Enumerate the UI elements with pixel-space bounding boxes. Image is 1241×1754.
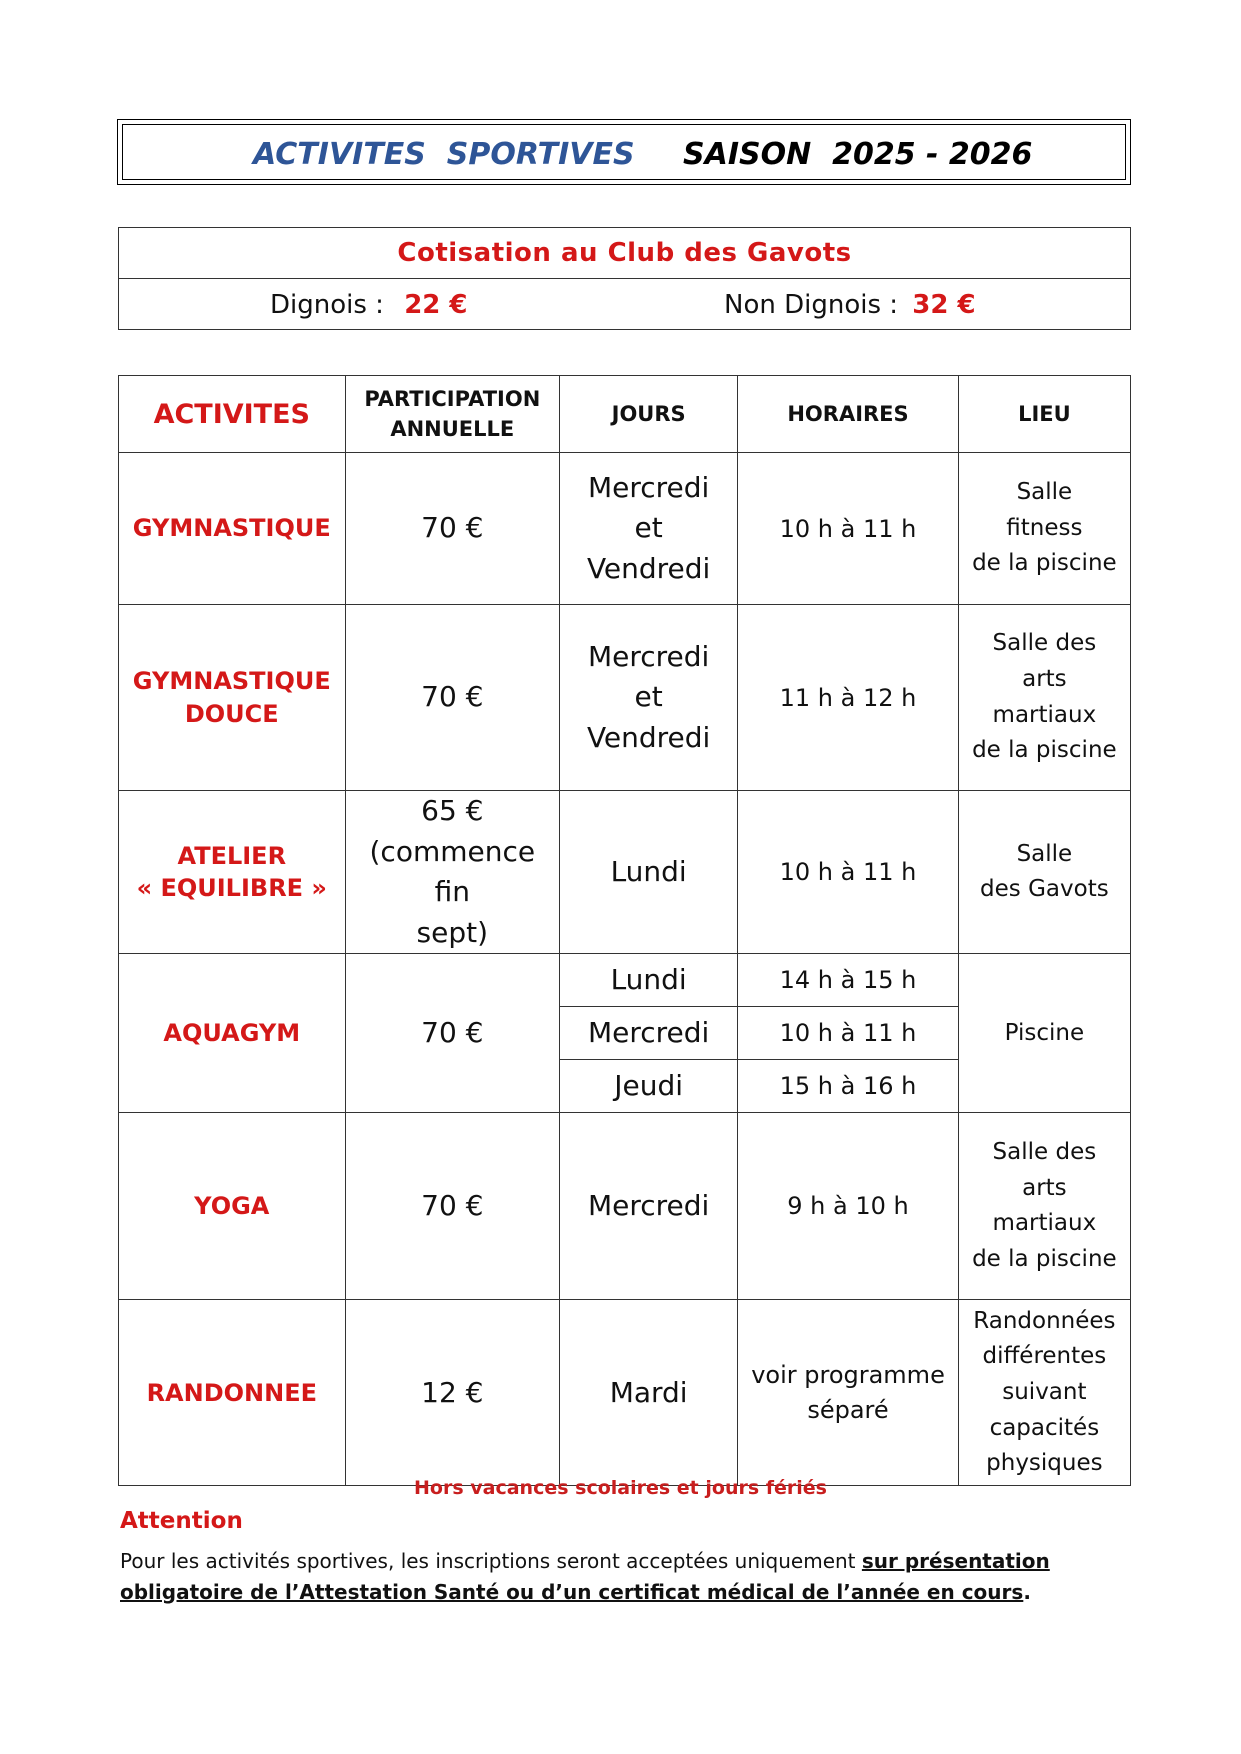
price-value: 70 €: [421, 1189, 484, 1223]
days-cell: [560, 1300, 738, 1486]
table-row: [119, 605, 1131, 791]
place-cell: [958, 954, 1130, 1113]
price-value: 70 €: [421, 511, 484, 545]
days-cell: Jeudi: [560, 1060, 738, 1113]
title-banner-inner: [122, 124, 1126, 180]
activity-name-line2: DOUCE: [184, 699, 279, 728]
place-line: Salle des: [992, 1139, 1097, 1166]
price-note: sept): [416, 915, 489, 949]
day-line: Vendredi: [586, 720, 711, 754]
place-line: arts: [1022, 1174, 1067, 1201]
days-cell: Lundi: [560, 954, 738, 1007]
non-dignois-price-group: [724, 290, 976, 320]
dignois-price: 22 €: [404, 290, 468, 320]
price-cell: [345, 605, 559, 791]
place-line: martiaux: [992, 1210, 1097, 1237]
activity-cell: [119, 791, 346, 954]
activity-cell: [119, 1113, 346, 1300]
place-line: suivant: [1002, 1379, 1087, 1406]
place-line: Salle des: [992, 630, 1097, 657]
price-value: 70 €: [421, 1016, 484, 1050]
activity-name: GYMNASTIQUE: [132, 667, 331, 696]
place-line: Randonnées: [973, 1307, 1116, 1334]
place-cell: [958, 791, 1130, 954]
place-line: de la piscine: [972, 1246, 1117, 1273]
price-cell: [345, 954, 559, 1113]
holiday-notice: Hors vacances scolaires et jours fériés: [414, 1477, 827, 1499]
place-line: physiques: [986, 1450, 1103, 1477]
header-participation-label: PARTICIPATION ANNUELLE: [364, 386, 541, 441]
table-row: [119, 954, 1131, 1007]
cotisation-title: Cotisation au Club des Gavots: [119, 228, 1131, 279]
day-line: Mardi: [609, 1375, 688, 1409]
day-line: Mercredi: [587, 639, 710, 673]
non-dignois-price: 32 €: [912, 290, 976, 320]
place-cell: [958, 1113, 1130, 1300]
days-cell: [560, 605, 738, 791]
place-line: Salle: [1016, 840, 1073, 867]
place-line: de la piscine: [972, 737, 1117, 764]
activity-cell: [119, 1300, 346, 1486]
place-line: capacités: [989, 1414, 1100, 1441]
activities-title: ACTIVITES SPORTIVES: [253, 137, 635, 172]
table-row: [119, 1300, 1131, 1486]
hours-cell: 10 h à 11 h: [738, 1007, 959, 1060]
hours-cell: 9 h à 10 h: [738, 1113, 959, 1300]
place-line: arts: [1022, 665, 1067, 692]
activities-table: [118, 375, 1131, 1486]
place-line: Piscine: [1004, 1019, 1085, 1046]
hours-cell: 10 h à 11 h: [738, 453, 959, 605]
days-cell: Mercredi: [560, 1007, 738, 1060]
activity-cell: [119, 453, 346, 605]
header-lieu: LIEU: [958, 376, 1130, 453]
place-cell: [958, 453, 1130, 605]
header-participation: [345, 376, 559, 453]
price-value: 70 €: [421, 680, 484, 714]
attention-heading: Attention: [120, 1508, 243, 1534]
season-title: SAISON 2025 - 2026: [683, 137, 1033, 172]
day-line: Vendredi: [586, 551, 711, 585]
day-line: Mercredi: [587, 1189, 710, 1223]
hours-line: voir programme: [751, 1361, 945, 1390]
day-line: Lundi: [610, 854, 687, 888]
days-cell: [560, 1113, 738, 1300]
activity-name: AQUAGYM: [163, 1019, 301, 1048]
activity-name: ATELIER: [177, 841, 287, 870]
header-jours: JOURS: [560, 376, 738, 453]
cotisation-table: [118, 227, 1131, 330]
hours-cell: 10 h à 11 h: [738, 791, 959, 954]
hours-cell: 11 h à 12 h: [738, 605, 959, 791]
registration-note-period: .: [1023, 1580, 1031, 1604]
activity-name: RANDONNEE: [146, 1378, 317, 1407]
price-note: (commence fin: [369, 834, 536, 909]
place-line: de la piscine: [972, 550, 1117, 577]
price-cell: [345, 1300, 559, 1486]
activity-name: GYMNASTIQUE: [132, 514, 331, 543]
price-value: 65 €: [421, 794, 484, 827]
price-cell: [345, 1113, 559, 1300]
table-header-row: [119, 376, 1131, 453]
place-cell: [958, 605, 1130, 791]
hours-cell: 14 h à 15 h: [738, 954, 959, 1007]
registration-note: [120, 1546, 1120, 1608]
place-line: martiaux: [992, 701, 1097, 728]
activity-name: YOGA: [194, 1192, 270, 1221]
place-line: différentes: [982, 1343, 1107, 1370]
price-cell: [345, 791, 559, 954]
table-row: [119, 453, 1131, 605]
place-line: des Gavots: [980, 876, 1109, 903]
table-row: [119, 791, 1131, 954]
non-dignois-label: Non Dignois :: [724, 290, 899, 320]
day-line: Mercredi: [587, 470, 710, 504]
days-cell: [560, 791, 738, 954]
day-line: et: [634, 680, 663, 714]
hours-cell: [738, 1300, 959, 1486]
registration-note-requirement: sur présentation obligatoire de l’Attestation Santé ou d’un certificat médical de l’année en cours: [120, 1549, 1050, 1604]
activity-cell: [119, 605, 346, 791]
cotisation-prices-row: [119, 279, 1131, 330]
price-value: 12 €: [421, 1375, 484, 1409]
day-line: et: [634, 511, 663, 545]
activity-cell: [119, 954, 346, 1113]
activity-name-line2: « EQUILIBRE »: [136, 874, 327, 903]
days-cell: [560, 453, 738, 605]
place-cell: [958, 1300, 1130, 1486]
title-banner: [117, 119, 1131, 185]
place-line: fitness: [1006, 514, 1083, 541]
header-activites: ACTIVITES: [119, 376, 346, 453]
registration-note-text: Pour les activités sportives, les inscriptions seront acceptées uniquement: [120, 1549, 862, 1573]
header-horaires: HORAIRES: [738, 376, 959, 453]
hours-line: séparé: [807, 1395, 889, 1424]
hours-cell: 15 h à 16 h: [738, 1060, 959, 1113]
place-line: Salle: [1016, 479, 1073, 506]
table-row: [119, 1113, 1131, 1300]
dignois-price-group: [270, 290, 468, 320]
price-cell: [345, 453, 559, 605]
dignois-label: Dignois :: [270, 290, 384, 320]
